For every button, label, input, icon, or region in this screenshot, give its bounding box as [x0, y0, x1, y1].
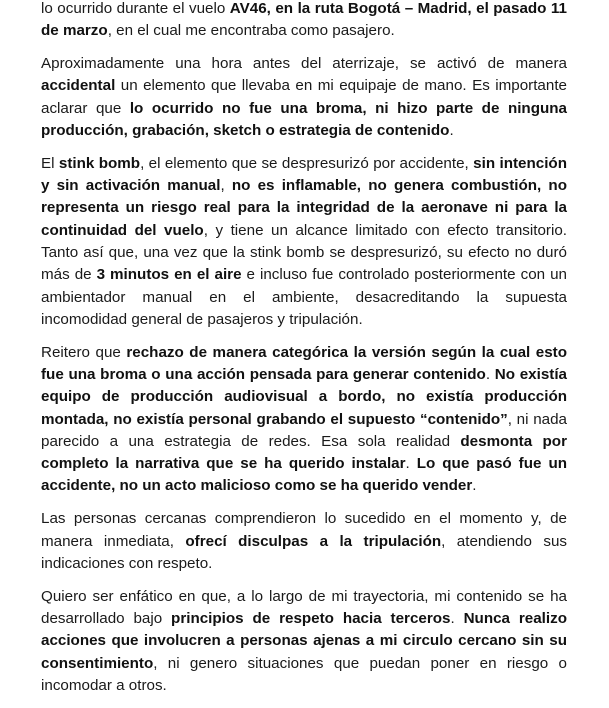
text-segment: . — [485, 365, 495, 383]
text-segment-bold: No existía equipo de producción audiovisual a bordo, no existía producción montada, no existía personal grabando el supuesto “contenido” — [41, 365, 567, 428]
text-segment: El — [41, 154, 59, 172]
document-body — [41, 0, 567, 708]
text-segment-bold: desmonta por completo la narrativa que se ha querido instalar — [41, 432, 567, 473]
text-segment: un elemento que llevaba en mi equipaje de mano. Es importante aclarar que — [41, 77, 567, 117]
text-segment-bold: principios de respeto hacia terceros — [171, 609, 451, 627]
text-segment: lo ocurrido durante el vuelo — [41, 0, 230, 17]
text-segment-bold: rechazo de manera categórica la versión según la cual esto fue una broma o una acción pensada para generar contenido — [41, 343, 567, 383]
text-segment: Aproximadamente una hora antes del aterrizaje, se activó de manera — [41, 55, 567, 73]
text-segment-bold: 3 minutos en el aire — [96, 266, 242, 284]
text-segment: , atendiendo sus indicaciones con respeto. — [41, 532, 567, 572]
text-segment-bold: ofrecí disculpas a la tripulación — [185, 532, 442, 550]
text-segment: , y tiene un alcance limitado con efecto transitorio. Tanto así que, una vez que la stink bomb se despresurizó, su efecto no duró más de — [41, 221, 567, 284]
text-segment-bold: sin intención y sin activación manual — [41, 154, 567, 195]
text-segment: . — [472, 477, 477, 495]
paragraph-rejection — [41, 342, 567, 498]
text-segment-bold: no es inflamable, no genera combustión, no representa un riesgo real para la integridad de la aeronave ni para la continuidad del vuelo — [41, 177, 567, 239]
text-segment-bold: lo ocurrido no fue una broma, ni hizo parte de ninguna producción, grabación, sketch o estrategia de contenido — [41, 99, 567, 139]
text-segment: Quiero ser enfático en que, a lo largo de mi trayectoria, mi contenido se ha desarrollado bajo — [41, 587, 567, 627]
paragraph-stink-bomb — [41, 153, 567, 331]
text-segment: , en el cual me encontraba como pasajero. — [107, 22, 395, 40]
text-segment-bold: Lo que pasó fue un accidente, no un acto malicioso como se ha querido vender — [41, 455, 567, 495]
paragraph-respect-principles — [41, 586, 567, 697]
text-segment-bold: AV46, en la ruta Bogotá – Madrid, el pasado 11 de marzo — [41, 0, 567, 40]
text-segment: Reitero que — [41, 343, 127, 361]
text-segment: . — [449, 121, 454, 139]
paragraph-flight-context — [41, 0, 567, 43]
paragraph-apology — [41, 508, 567, 575]
text-segment: , ni genero situaciones que puedan poner en riesgo o incomodar a otros. — [41, 654, 567, 694]
text-segment: , ni nada parecido a una estrategia de redes. Esa sola realidad — [41, 410, 567, 450]
paragraph-accidental-activation — [41, 53, 567, 142]
text-segment-bold: accidental — [41, 77, 116, 95]
text-segment: . — [405, 455, 417, 473]
text-segment: e incluso fue controlado posteriormente con un ambientador manual en el ambiente, desacreditando la supuesta incomodidad general de pasajeros y tripulación. — [41, 266, 567, 328]
text-segment: , el elemento que se despresurizó por accidente, — [140, 154, 474, 172]
text-segment: , — [220, 177, 232, 195]
text-segment-bold: stink bomb — [58, 154, 141, 172]
text-segment-bold: Nunca realizo acciones que involucren a personas ajenas a mi circulo cercano sin su consentimiento — [41, 609, 567, 672]
text-segment: . — [450, 609, 464, 627]
text-segment: Las personas cercanas comprendieron lo sucedido en el momento y, de manera inmediata, — [41, 510, 567, 550]
